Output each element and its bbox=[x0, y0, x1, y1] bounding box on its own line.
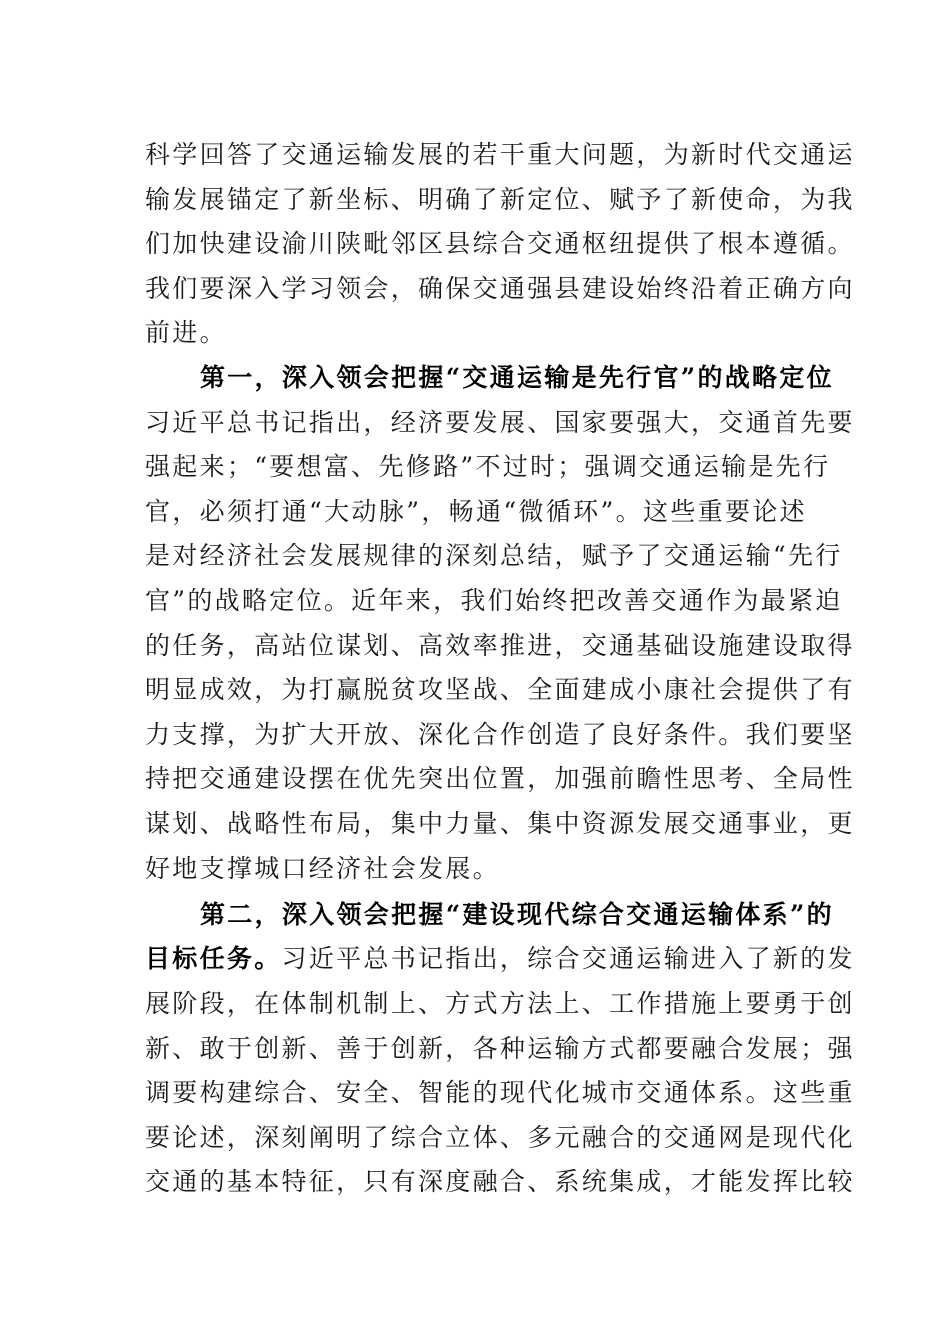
body-text-line bbox=[145, 178, 855, 223]
line-text: 力支撑，为扩大开放、深化合作创造了良好条件。我们要坚 bbox=[145, 719, 855, 749]
line-text: 我们要深入学习领会，确保交通强县建设始终沿着正确方向 bbox=[145, 273, 855, 303]
line-text: 新、敢于创新、善于创新，各种运输方式都要融合发展；强 bbox=[145, 1033, 855, 1063]
bold-heading-text: 目标任务。 bbox=[145, 944, 282, 974]
body-text-line bbox=[145, 847, 807, 892]
body-text-line bbox=[145, 534, 843, 579]
body-text-line bbox=[145, 937, 855, 982]
line-text: 明显成效，为打赢脱贫攻坚战、全面建成小康社会提供了有 bbox=[145, 675, 855, 705]
line-text: 科学回答了交通运输发展的若干重大问题，为新时代交通运 bbox=[145, 140, 855, 169]
line-text: 前进。 bbox=[145, 318, 227, 348]
body-text-line bbox=[145, 1071, 855, 1116]
line-text: 强起来；“要想富、先修路”不过时；强调交通运输是先行 bbox=[145, 452, 831, 482]
body-text-line bbox=[145, 1027, 855, 1072]
body-text-line bbox=[145, 982, 855, 1027]
body-text-line bbox=[145, 133, 855, 178]
body-text-line bbox=[145, 668, 855, 713]
body-text-line bbox=[145, 490, 807, 535]
line-text: 官，必须打通“大动脉”，畅通“微循环”。这些重要论述 bbox=[145, 496, 807, 526]
line-text: 交通的基本特征，只有深度融合、系统集成，才能发挥比较 bbox=[145, 1167, 855, 1197]
line-text: 习近平总书记指出，综合交通运输进入了新的发 bbox=[281, 944, 855, 974]
line-text: 持把交通建设摆在优先突出位置，加强前瞻性思考、全局性 bbox=[145, 764, 855, 794]
body-text-line bbox=[145, 445, 831, 490]
line-text: 的任务，高站位谋划、高效率推进，交通基础设施建设取得 bbox=[145, 630, 855, 660]
line-text: 们加快建设渝川陕毗邻区县综合交通枢纽提供了根本遵循。 bbox=[145, 229, 855, 259]
line-text: 习近平总书记指出，经济要发展、国家要强大，交通首先要 bbox=[145, 407, 855, 437]
section-heading-line bbox=[200, 893, 834, 938]
bold-heading-text: 第一，深入领会把握“交通运输是先行官”的战略定位 bbox=[200, 363, 834, 392]
line-text: 官”的战略定位。近年来，我们始终把改善交通作为最紧迫 bbox=[145, 586, 843, 615]
section-heading-line bbox=[200, 356, 834, 401]
body-text-line bbox=[145, 222, 855, 267]
line-text: 展阶段，在体制机制上、方式方法上、工作措施上要勇于创 bbox=[145, 988, 855, 1018]
line-text: 调要构建综合、安全、智能的现代化城市交通体系。这些重 bbox=[145, 1078, 855, 1108]
bold-heading-text: 第二，深入领会把握“建设现代综合交通运输体系”的 bbox=[200, 899, 834, 929]
body-text-line bbox=[145, 713, 855, 758]
line-text: 好地支撑城口经济社会发展。 bbox=[145, 853, 500, 883]
body-text-line bbox=[145, 267, 855, 312]
body-text-line bbox=[145, 579, 843, 624]
body-text-line bbox=[145, 802, 855, 847]
body-text-line bbox=[145, 757, 855, 802]
body-text-line bbox=[145, 1116, 855, 1161]
body-text-line bbox=[145, 401, 855, 446]
body-text-line bbox=[145, 624, 855, 669]
line-text: 是对经济社会发展规律的深刻总结，赋予了交通运输“先行 bbox=[145, 541, 843, 571]
body-text-line bbox=[145, 311, 807, 356]
line-text: 要论述，深刻阐明了综合立体、多元融合的交通网是现代化 bbox=[145, 1122, 855, 1152]
line-text: 谋划、战略性布局，集中力量、集中资源发展交通事业，更 bbox=[145, 809, 855, 838]
line-text: 输发展锚定了新坐标、明确了新定位、赋予了新使命，为我 bbox=[145, 184, 855, 214]
body-text-line bbox=[145, 1160, 855, 1205]
